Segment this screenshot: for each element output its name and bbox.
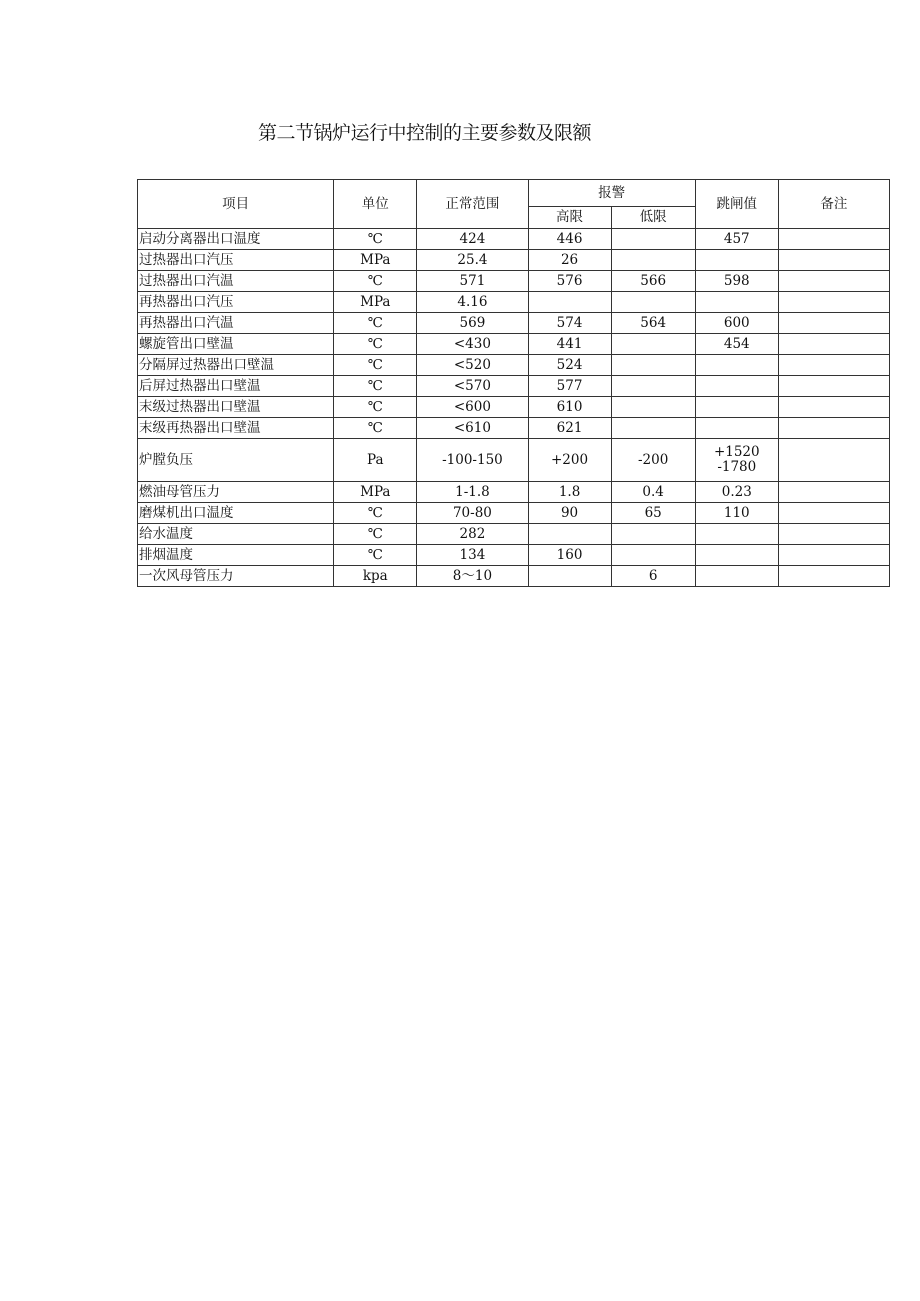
cell-remark (778, 503, 889, 524)
cell-low (611, 229, 695, 250)
table-row (138, 482, 890, 503)
cell-normal: <520 (417, 355, 528, 376)
cell-trip: 110 (695, 503, 778, 524)
header-unit: 单位 (334, 180, 417, 229)
cell-item: 过热器出口汽压 (138, 250, 334, 271)
cell-remark (778, 524, 889, 545)
cell-high: 160 (528, 545, 611, 566)
cell-item: 给水温度 (138, 524, 334, 545)
cell-high: 621 (528, 418, 611, 439)
cell-item: 末级过热器出口壁温 (138, 397, 334, 418)
cell-trip (695, 355, 778, 376)
cell-normal: 4.16 (417, 292, 528, 313)
cell-trip (695, 418, 778, 439)
cell-trip (695, 376, 778, 397)
table-row (138, 229, 890, 250)
cell-normal: <570 (417, 376, 528, 397)
cell-trip (695, 397, 778, 418)
header-alarm-low: 低限 (611, 207, 695, 229)
cell-normal: 70-80 (417, 503, 528, 524)
cell-low (611, 292, 695, 313)
cell-high: 524 (528, 355, 611, 376)
cell-remark (778, 376, 889, 397)
cell-remark (778, 545, 889, 566)
cell-item: 后屏过热器出口壁温 (138, 376, 334, 397)
cell-low (611, 334, 695, 355)
table-row (138, 250, 890, 271)
cell-normal: 571 (417, 271, 528, 292)
cell-unit: ℃ (334, 334, 417, 355)
cell-trip: 600 (695, 313, 778, 334)
cell-trip (695, 250, 778, 271)
cell-remark (778, 271, 889, 292)
header-alarm: 报警 (528, 180, 695, 207)
cell-normal: 134 (417, 545, 528, 566)
table-row (138, 545, 890, 566)
cell-trip (695, 292, 778, 313)
cell-unit: ℃ (334, 229, 417, 250)
cell-unit: ℃ (334, 545, 417, 566)
cell-low (611, 250, 695, 271)
cell-remark (778, 566, 889, 587)
cell-trip (695, 545, 778, 566)
cell-high: 90 (528, 503, 611, 524)
cell-high: 574 (528, 313, 611, 334)
cell-low (611, 376, 695, 397)
cell-unit: ℃ (334, 355, 417, 376)
cell-item: 分隔屏过热器出口壁温 (138, 355, 334, 376)
cell-item: 燃油母管压力 (138, 482, 334, 503)
cell-low: 0.4 (611, 482, 695, 503)
cell-high: 26 (528, 250, 611, 271)
cell-normal: 569 (417, 313, 528, 334)
table-row (138, 313, 890, 334)
trip-line-positive: +1520 (713, 444, 760, 460)
cell-unit: ℃ (334, 313, 417, 334)
cell-unit: MPa (334, 250, 417, 271)
cell-trip (695, 439, 778, 482)
cell-unit: ℃ (334, 376, 417, 397)
cell-high: 1.8 (528, 482, 611, 503)
cell-remark (778, 439, 889, 482)
cell-unit: ℃ (334, 397, 417, 418)
cell-high: 441 (528, 334, 611, 355)
cell-trip: 0.23 (695, 482, 778, 503)
header-trip-value: 跳闸值 (695, 180, 778, 229)
cell-remark (778, 355, 889, 376)
cell-remark (778, 334, 889, 355)
cell-item: 过热器出口汽温 (138, 271, 334, 292)
cell-normal: <610 (417, 418, 528, 439)
cell-low: 566 (611, 271, 695, 292)
cell-remark (778, 482, 889, 503)
cell-high (528, 524, 611, 545)
cell-item: 末级再热器出口壁温 (138, 418, 334, 439)
header-remark: 备注 (778, 180, 889, 229)
cell-item: 再热器出口汽温 (138, 313, 334, 334)
table-row (138, 524, 890, 545)
cell-high (528, 566, 611, 587)
cell-low: 65 (611, 503, 695, 524)
cell-unit: MPa (334, 292, 417, 313)
cell-high: 576 (528, 271, 611, 292)
table-row (138, 418, 890, 439)
cell-item: 磨煤机出口温度 (138, 503, 334, 524)
cell-low (611, 545, 695, 566)
cell-remark (778, 313, 889, 334)
cell-normal: 282 (417, 524, 528, 545)
table-row (138, 503, 890, 524)
page-title: 第二节锅炉运行中控制的主要参数及限额 (258, 122, 592, 144)
cell-low: -200 (611, 439, 695, 482)
cell-unit: ℃ (334, 524, 417, 545)
cell-low (611, 524, 695, 545)
cell-trip (695, 524, 778, 545)
cell-remark (778, 418, 889, 439)
parameters-table (137, 179, 890, 587)
cell-unit: Pa (334, 439, 417, 482)
cell-normal: 1-1.8 (417, 482, 528, 503)
cell-normal: <600 (417, 397, 528, 418)
cell-trip: 598 (695, 271, 778, 292)
cell-high: 446 (528, 229, 611, 250)
table-row (138, 376, 890, 397)
cell-normal: 25.4 (417, 250, 528, 271)
header-alarm-high: 高限 (528, 207, 611, 229)
cell-item: 螺旋管出口壁温 (138, 334, 334, 355)
table-row (138, 439, 890, 482)
table-row (138, 334, 890, 355)
table-row (138, 271, 890, 292)
cell-unit: ℃ (334, 271, 417, 292)
cell-trip: 457 (695, 229, 778, 250)
table-row (138, 397, 890, 418)
table-row (138, 355, 890, 376)
header-item: 项目 (138, 180, 334, 229)
cell-unit: MPa (334, 482, 417, 503)
cell-remark (778, 292, 889, 313)
table-row (138, 566, 890, 587)
cell-trip: 454 (695, 334, 778, 355)
cell-low (611, 397, 695, 418)
cell-normal: 8～10 (417, 566, 528, 587)
cell-remark (778, 397, 889, 418)
cell-remark (778, 229, 889, 250)
cell-high (528, 292, 611, 313)
cell-low (611, 355, 695, 376)
cell-item: 炉膛负压 (138, 439, 334, 482)
cell-item: 一次风母管压力 (138, 566, 334, 587)
cell-unit: ℃ (334, 503, 417, 524)
cell-high: 577 (528, 376, 611, 397)
trip-line-negative: -1780 (717, 459, 757, 475)
header-normal-range: 正常范围 (417, 180, 528, 229)
cell-normal: -100-150 (417, 439, 528, 482)
cell-unit: kpa (334, 566, 417, 587)
cell-low (611, 418, 695, 439)
cell-normal: <430 (417, 334, 528, 355)
cell-low: 6 (611, 566, 695, 587)
cell-trip (695, 566, 778, 587)
cell-high: 610 (528, 397, 611, 418)
cell-normal: 424 (417, 229, 528, 250)
cell-unit: ℃ (334, 418, 417, 439)
cell-high: +200 (528, 439, 611, 482)
cell-remark (778, 250, 889, 271)
cell-item: 启动分离器出口温度 (138, 229, 334, 250)
table-row (138, 292, 890, 313)
cell-low: 564 (611, 313, 695, 334)
cell-item: 再热器出口汽压 (138, 292, 334, 313)
cell-item: 排烟温度 (138, 545, 334, 566)
